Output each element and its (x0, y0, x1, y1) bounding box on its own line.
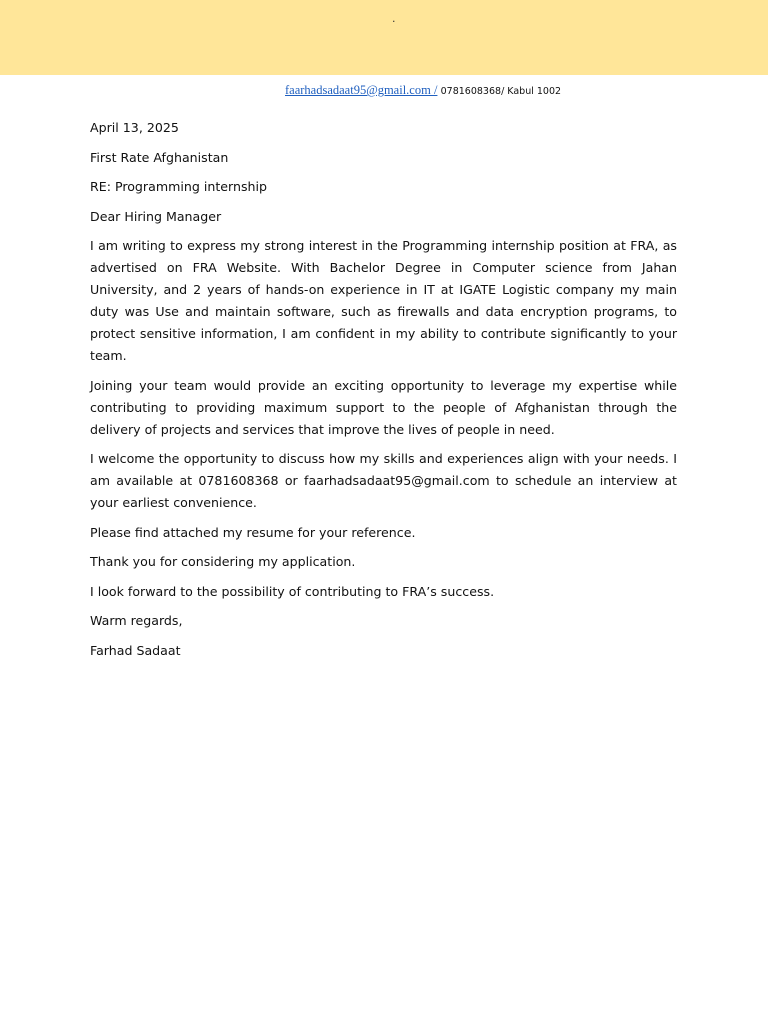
header-dot: . (392, 12, 396, 25)
closing-line: I look forward to the possibility of contributing to FRA’s success. (90, 583, 495, 599)
sign-off: Warm regards, (90, 613, 183, 628)
letter-body (90, 117, 677, 669)
email-link[interactable]: faarhadsadaat95@gmail.com / (285, 83, 438, 97)
paragraph-intro: I am writing to express my strong interest in the Programming internship position at FRA, as advertised on FRA Website. With Bachelor Degree in Computer science from Jahan University, and 2 years of hands-on experience in IT at IGATE Logistic company my main duty was Use and maintain software, such as firewalls and data encryption programs, to protect sensitive information, I am confident in my ability to contribute significantly to your team. (90, 238, 677, 363)
contact-line (285, 82, 561, 100)
attachment-note: Please find attached my resume for your reference. (90, 524, 416, 540)
thanks-line: Thank you for considering my application. (90, 554, 356, 569)
subject-line: RE: Programming internship (90, 179, 267, 194)
salutation: Dear Hiring Manager (90, 208, 222, 224)
signature-name: Farhad Sadaat (90, 642, 181, 658)
paragraph-availability: I welcome the opportunity to discuss how my skills and experiences align with your needs. I am available at 0781608368 or faarhadsadaat95@gmail.com to schedule an interview at your earliest convenience. (90, 451, 677, 510)
phone-location: 0781608368/ Kabul 1002 (440, 86, 562, 97)
letter-date: April 13, 2025 (90, 120, 179, 135)
recipient: First Rate Afghanistan (90, 149, 229, 165)
paragraph-motivation: Joining your team would provide an exciting opportunity to leverage my expertise while contributing to providing maximum support to the people of Afghanistan through the delivery of projects and services that improve the lives of people in need. (90, 377, 677, 437)
header-band (0, 0, 768, 75)
